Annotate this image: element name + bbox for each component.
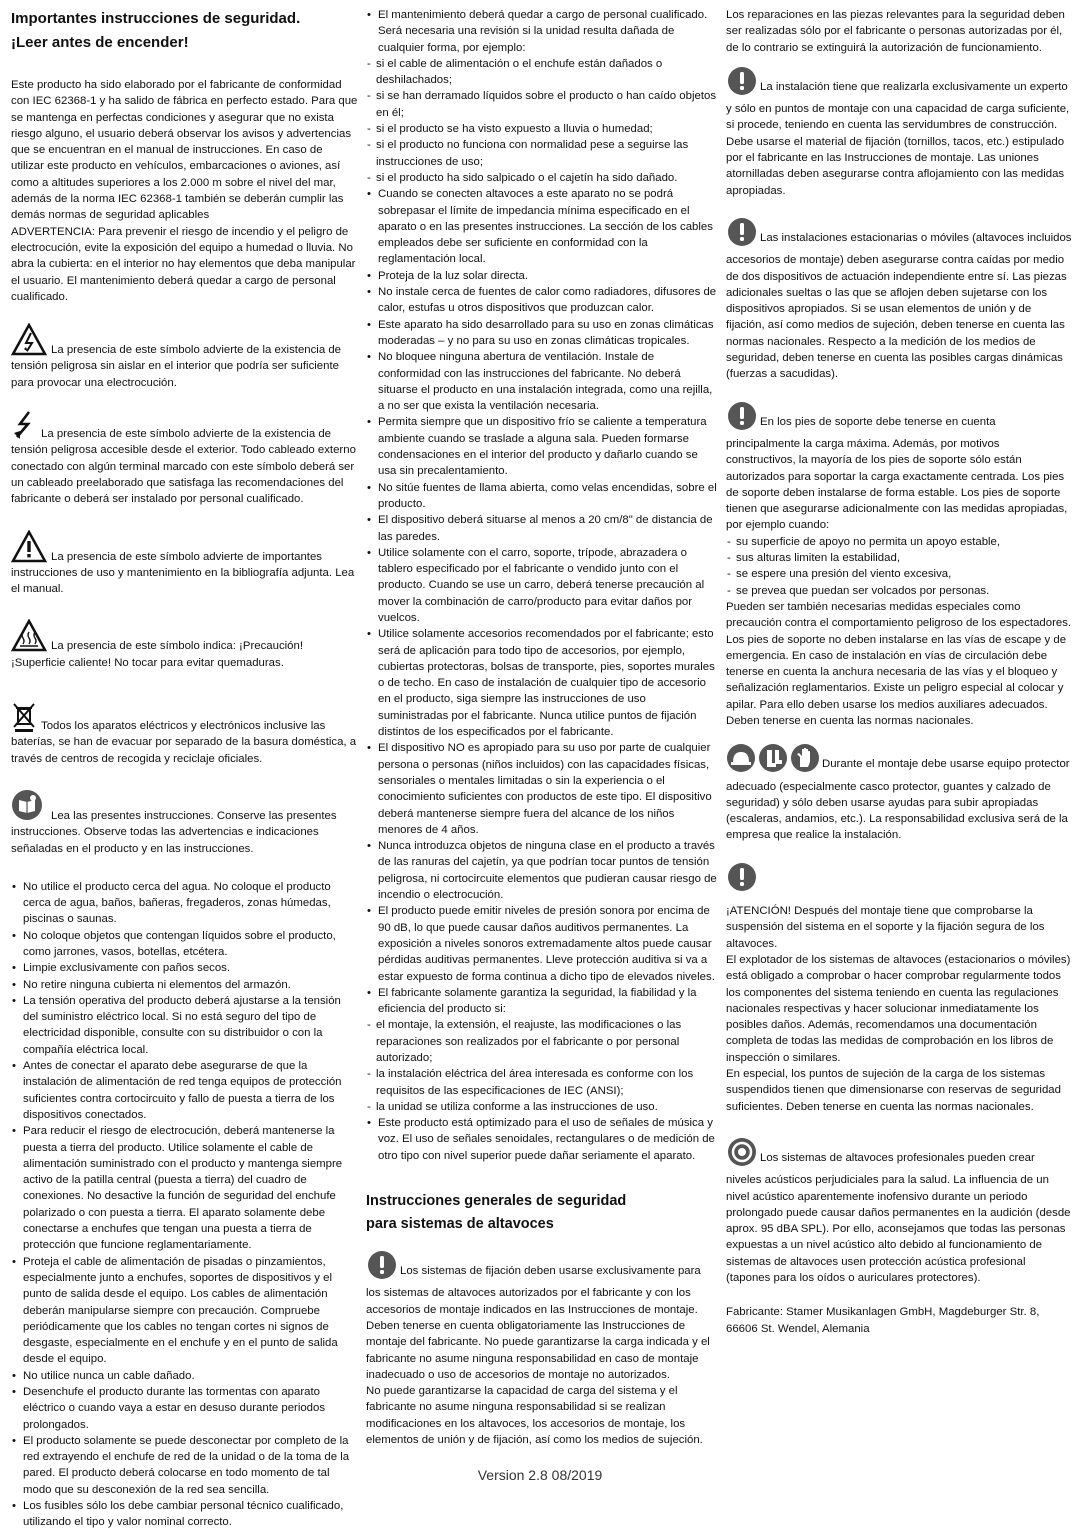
col1-bullet-list [11, 879, 358, 1531]
special-paragraph: En especial, los puntos de sujeción de la carga de los sistemas suspendidos tienen que dimensionarse con reservas de seguridad suficientes. Deben tenerse en cuenta las normas nacionales. [726, 1068, 1061, 1113]
list-item: • Este aparato ha sido desarrollado para su uso en zonas climáticas moderadas – y no para su uso en zonas climáticas tropicales. [366, 317, 717, 350]
hot-surface-symbol-note: La presencia de este símbolo indica: ¡Precaución! ¡Superficie caliente! No tocar para evitar quemaduras. [11, 619, 358, 671]
fixing-systems-paragraph: Los sistemas de fijación deben usarse exclusivamente para los sistemas de altavoces autorizados por el fabricante y con los accesorios de montaje indicados en las Instrucciones de montaje. Deben tenerse en cuenta obligatoriamente las Instrucciones de montaje del fabricante. No puede garantizarse la carga indicada y el fabricante no asume ninguna responsabilidad en caso de montaje inadecuado o uso de accesorios de montaje no autorizados. [366, 1250, 717, 1383]
gloves-icon [790, 743, 820, 778]
list-item: • Utilice solamente con el carro, soporte, trípode, abrazadera o tablero especificado por el fabricante o vendido junto con el producto. Cuando se use un carro, deberá tenerse precaución al mover la combinación de carro/producto para evitar daños por vuelcos. [366, 545, 717, 626]
stands-paragraph: En los pies de soporte debe tenerse en cuenta principalmente la carga máxima. Además, por motivos constructivos, la mayoría de los pies de soporte sólo están autorizados para soportar la carga exactamente centrada. Los pies de soporte deben instalarse de forma estable. Los pies de soporte tienen que asegurarse adicionalmente con las medidas apropiadas, por ejemplo cuando: [726, 401, 1072, 534]
list-item: • No coloque objetos que contengan líquidos sobre el producto, como jarrones, vasos, botellas, etcétera. [11, 928, 358, 961]
warning-circle-icon [726, 862, 758, 897]
list-item: • Utilice solamente accesorios recomendados por el fabricante; esto será de aplicación para todo tipo de accesorios, por ejemplo, cubiertas protectoras, bolsas de transporte, pies, soportes murales o de techo. En caso de instalación de cualquier tipo de accesorio en el producto, siga siempre las instrucciones de uso suministradas por el fabricante. Nunca utilice puntos de fijación distintos de los especificados por el fabricante. [366, 626, 717, 740]
list-item: • No utilice nunca un cable dañado. [11, 1368, 358, 1384]
live-terminal-bolt-icon [11, 409, 37, 441]
list-item: • La tensión operativa del producto deberá ajustarse a la tensión del suministro eléctrico local. Si no está seguro del tipo de electricidad disponible, consulte con su distribuidor o con la compañía eléctrica local. [11, 993, 358, 1058]
maintenance-dash-list [366, 56, 717, 186]
list-item: - si el producto ha sido salpicado o el cajetín ha sido dañado. [366, 170, 717, 186]
operator-paragraph: El explotador de los sistemas de altavoces (estacionarios o móviles) está obligado a comprobar o hacer comprobar regularmente todos los componentes del sistema teniendo en cuenta las regulaciones nacionales respectivas y hacer solucionar inmediatamente los posibles daños. Además, recomendamos una documentación completa de todas las medidas de comprobación en los libros de inspección o similares. [726, 953, 1071, 1064]
list-item: • Nunca introduzca objetos de ninguna clase en el producto a través de las ranuras del cajetín, ya que podrían tocar puntos de tensión peligrosa, ni cortocircuite elementos que pudieran causar riesgo de incendio o electrocución. [366, 838, 717, 903]
list-item: • Limpie exclusivamente con paños secos. [11, 960, 358, 976]
manufacturer-address: Fabricante: Stamer Musikanlagen GmbH, Magdeburger Str. 8, 66606 St. Wendel, Alemania [726, 1306, 1040, 1335]
list-item: - si se han derramado líquidos sobre el producto o han caído objetos en él; [366, 88, 717, 121]
main-title: Importantes instrucciones de seguridad. [11, 10, 301, 27]
list-item: • El mantenimiento deberá quedar a cargo de personal cualificado. Será necesaria una revisión si la unidad resulta dañada de cualquier forma, por ejemplo: [366, 7, 717, 56]
attention-paragraph: ¡ATENCIÓN! Después del montaje tiene que comprobarse la suspensión del sistema en el soporte y la fijación segura de los altavoces. [726, 905, 1045, 950]
hot-surface-icon [11, 619, 47, 653]
list-item: - la unidad se utiliza conforme a las instrucciones de uso. [366, 1099, 717, 1115]
list-item: - si el producto se ha visto expuesto a lluvia o humedad; [366, 121, 717, 137]
list-item: • Antes de conectar el aparato debe asegurarse de que la instalación de alimentación de red tenga equipos de protección suficientes contra cortocircuito y fallo de puesta a tierra de los dispositivos conectados. [11, 1058, 358, 1123]
crossed-out-bin-icon [11, 701, 37, 733]
warning-circle-icon [726, 66, 758, 101]
conditions-dash-list [366, 1017, 717, 1115]
intro-paragraph: Este producto ha sido elaborado por el fabricante de conformidad con IEC 62368-1 y ha salido de fábrica en perfecto estado. Para que se mantenga en perfectas condiciones y asegurar que no exista riesgo alguno, el usuario deberá observar los avisos y advertencias que se encuentran en el manual de instrucciones. En caso de utilizar este producto en vehículos, embarcaciones o aviones, así como a altitudes superiores a los 2.000 m sobre el nivel del mar, además de la norma IEC 62368-1 también se deberán cumplir las demás normas de seguridad aplicables [11, 79, 358, 222]
stationary-paragraph: Las instalaciones estacionarias o móviles (altavoces incluidos accesorios de montaje) deben asegurarse contra caídas por medio de dos dispositivos de actuación independiente entre sí. Las piezas adicionales sueltas o las que se aflojen deben sujetarse con los dispositivos apropiados. Si se usan elementos de unión y de fijación, así como medios de sujeción, deben tenerse en cuenta las normas nacionales. Respecto a la medición de los medios de seguridad, deben tenerse en cuenta las posibles cargas dinámicas (fuerzas a sacudidas). [726, 217, 1072, 383]
weee-symbol-note: Todos los aparatos eléctricos y electrónicos inclusive las baterías, se han de evacuar por separado de la basura doméstica, a través de centros de recogida y reciclaje oficiales. [11, 701, 358, 767]
list-item: • El producto solamente se puede desconectar por completo de la red extrayendo el enchufe de red de la unidad o de la toma de la pared. El producto deberá colocarse en todo momento de tal modo que su desconexión de la red sea sencilla. [11, 1433, 358, 1498]
warning-circle-icon [366, 1250, 398, 1285]
list-item: • No bloquee ninguna abertura de ventilación. Instale de conformidad con las instrucciones del fabricante. No deberá situarse el producto en una instalación integrada, como una rejilla, a no ser que exista la ventilación necesaria. [366, 349, 717, 414]
list-item: • Este producto está optimizado para el uso de señales de música y voz. El uso de señales senoidales, rectangulares o de medición de otro tipo con nivel superior puede dañar seriamente el aparato. [366, 1115, 717, 1164]
exclamation-symbol-note: La presencia de este símbolo advierte de importantes instrucciones de uso y mantenimiento en la bibliografía adjunta. Lea el manual. [11, 530, 358, 598]
list-item: • Proteja el cable de alimentación de pisadas o pinzamientos, especialmente junto a enchufes, soportes de dispositivos y el punto de salida desde el equipo. Los cables de alimentación deberán manipularse siempre con precaución. Compruebe periódicamente que los cables no tengan cortes ni signos de desgaste, especialmente en el enchufe y en el punto de salida desde el equipo. [11, 1254, 358, 1368]
list-item: • Permita siempre que un dispositivo frío se caliente a temperatura ambiente cuando se traslade a alguna sala. Pueden formarse condensaciones en el interior del producto y dañarlo cuando se usa sin precalentamiento. [366, 414, 717, 479]
list-item: - si el producto no funciona con normalidad pese a seguirse las instrucciones de uso; [366, 137, 717, 170]
list-item: • Los fusibles sólo los debe cambiar personal técnico cualificado, utilizando el tipo y valor nominal correcto. [11, 1498, 358, 1531]
list-item: - sus alturas limiten la estabilidad, [726, 550, 1072, 566]
list-item: • Cuando se conecten altavoces a este aparato no se podrá sobrepasar el límite de impedancia mínima especificado en el aparato o en las presentes instrucciones. La sección de los cables empleados debe ser suficiente en conformidad con la reglamentación local. [366, 186, 717, 267]
repairs-paragraph: Los reparaciones en las piezas relevantes para la seguridad deben ser realizadas sólo por el fabricante o personas autorizadas por él, de lo contrario se extinguirá la autorización de funcionamiento. [726, 9, 1065, 54]
fixing-liability-paragraph: No puede garantizarse la capacidad de carga del sistema y el fabricante no asume ninguna responsabilidad si se realizan modificaciones en los altavoces, los accesorios de montaje, los elementos de unión y de fijación, así como los medios de sujeción. [366, 1385, 703, 1447]
safety-boots-icon [758, 743, 788, 778]
hearing-protection-icon [726, 1137, 758, 1172]
maintenance-list [366, 7, 717, 56]
list-item: • Para reducir el riesgo de electrocución, deberá mantenerse la puesta a tierra del producto. Utilice solamente el cable de alimentación suministrado con el producto y mantenga siempre activo de la patilla central (puesta a tierra) del cuadro de conexiones. No desactive la función de seguridad del enchufe polarizado o con puesta a tierra. El aparato solamente debe conectarse a enchufes que tengan una puesta a tierra de protección que funcione reglamentariamente. [11, 1123, 358, 1253]
list-item: - si el cable de alimentación o el enchufe están dañados o deshilachados; [366, 56, 717, 89]
list-item: • El fabricante solamente garantiza la seguridad, la fiabilidad y la eficiencia del producto si: [366, 985, 717, 1018]
warning-paragraph: ADVERTENCIA: Para prevenir el riesgo de incendio y el peligro de electrocución, evite la exposición del equipo a humedad o lluvia. No abra la cubierta: en el interior no hay elementos que deba manipular el usuario. El mantenimiento deberá quedar a cargo de personal cualificado. [11, 225, 356, 303]
column-3 [726, 7, 1072, 1337]
column-1 [11, 7, 358, 1531]
list-item: • No sitúe fuentes de llama abierta, como velas encendidas, sobre el producto. [366, 480, 717, 513]
read-manual-icon [11, 789, 47, 823]
signals-list [366, 1115, 717, 1164]
version-footer: Version 2.8 08/2019 [477, 1467, 603, 1483]
stands-dash-list [726, 534, 1072, 599]
list-item: • No instale cerca de fuentes de calor como radiadores, difusores de calor, estufas u otros dispositivos que produzcan calor. [366, 284, 717, 317]
list-item: • El dispositivo deberá situarse al menos a 20 cm/8" de distancia de las paredes. [366, 512, 717, 545]
list-item: • El producto puede emitir niveles de presión sonora por encima de 90 dB, lo que puede causar daños auditivos permanentes. La exposición a niveles sonoros extremadamente altos puede causar pérdidas auditivas permanentes. Lleve protección auditiva si va a estar expuesto de forma continua a dicho tipo de elevados niveles. [366, 903, 717, 984]
warning-circle-icon [726, 217, 758, 252]
list-item: - se espere una presión del viento excesiva, [726, 566, 1072, 582]
list-item: • Desenchufe el producto durante las tormentas con aparato eléctrico o cuando vaya a estar en desuso durante periodos prolongados. [11, 1384, 358, 1433]
warning-exclamation-icon [11, 530, 47, 564]
list-item: - su superficie de apoyo no permita un apoyo estable, [726, 534, 1072, 550]
bolt-symbol-note: La presencia de este símbolo advierte de la existencia de tensión peligrosa accesible desde el exterior. Todo cableado externo conectado con algún terminal marcado con este símbolo deberá ser un cableado preelaborado que satisfaga las recomendaciones del fabricante o deberá ser instalado por personal cualificado. [11, 409, 358, 507]
dangerous-voltage-icon [11, 323, 47, 357]
column-2 [366, 7, 717, 1448]
read-manual-note: Lea las presentes instrucciones. Conserve las presentes instrucciones. Observe todas las advertencias e indicaciones señaladas en el producto y en las instrucciones. [11, 789, 358, 857]
ppe-paragraph: Durante el montaje debe usarse equipo protector adecuado (especialmente casco protector, guantes y calzado de seguridad) y sólo deben usarse ayudas para subir apropiadas (escaleras, andamios, etc.). La responsabilidad exclusiva será de la empresa que realice la instalación. [726, 743, 1072, 843]
hearing-paragraph: Los sistemas de altavoces profesionales pueden crear niveles acústicos perjudiciales para la salud. La influencia de un nivel acústico aparentemente inofensivo durante un periodo prolongado puede causar daños permanentes en la audición (desde aprox. 95 dBA SPL). Por ello, aconsejamos que todas las personas expuestas a un nivel acústico alto debido al funcionamiento de sistemas de altavoces usen protección acústica profesional (tapones para los oídos o auriculares protectores). [726, 1137, 1072, 1286]
section-heading-line1: Instrucciones generales de seguridad [366, 1193, 627, 1210]
list-item: • El dispositivo NO es apropiado para su uso por parte de cualquier persona o personas (niños incluidos) con las capacidades físicas, sensoriales o mentales limitadas o sin la experiencia o el conocimiento suficientes con productos de este tipo. El dispositivo deberá mantenerse siempre fuera del alcance de los niños menores de 4 años. [366, 740, 717, 838]
warning-circle-icon [726, 401, 758, 436]
list-item: • No retire ninguna cubierta ni elementos del armazón. [11, 977, 358, 993]
list-item: • Proteja de la luz solar directa. [366, 268, 717, 284]
list-item: - se prevea que puedan ser volcados por personas. [726, 583, 1072, 599]
stands-paragraph-2: Pueden ser también necesarias medidas especiales como precaución contra el comportamiento peligroso de los espectadores. Los pies de soporte no deben instalarse en las vías de escape y de emergencia. En caso de instalación en vías de circulación debe tenerse en cuenta la anchura necesaria de las vías y el bloqueo y señalización reglamentarios. Existe un peligro especial al colocar y apilar. Para ello deben usarse los medios auxiliares adecuados. Deben tenerse en cuenta las normas nacionales. [726, 600, 1072, 727]
main-subtitle: ¡Leer antes de encender! [11, 34, 189, 51]
installation-paragraph: La instalación tiene que realizarla exclusivamente un experto y sólo en puntos de montaje con una capacidad de carga suficiente, si procede, teniendo en cuenta las servidumbres de construcción. Debe usarse el material de fijación (tornillos, tacos, etc.) estipulado por el fabricante en las Instrucciones de montaje. Las uniones atornilladas deben asegurarse contra aflojamiento con las medidas apropiadas. [726, 66, 1072, 199]
list-item: • No utilice el producto cerca del agua. No coloque el producto cerca de agua, baños, bañeras, fregaderos, zonas húmedas, piscinas o saunas. [11, 879, 358, 928]
list-item: - el montaje, la extensión, el reajuste, las modificaciones o las reparaciones son realizados por el fabricante o por personal autorizado; [366, 1017, 717, 1066]
list-item: - la instalación eléctrica del área interesada es conforme con los requisitos de las especificaciones de IEC (ANSI); [366, 1066, 717, 1099]
voltage-symbol-note: La presencia de este símbolo advierte de la existencia de tensión peligrosa sin aislar en el interior que podría ser suficiente para provocar una electrocución. [11, 323, 358, 391]
section-heading-line2: para sistemas de altavoces [366, 1216, 554, 1233]
helmet-icon [726, 743, 756, 778]
col2-bullet-list [366, 186, 717, 1017]
